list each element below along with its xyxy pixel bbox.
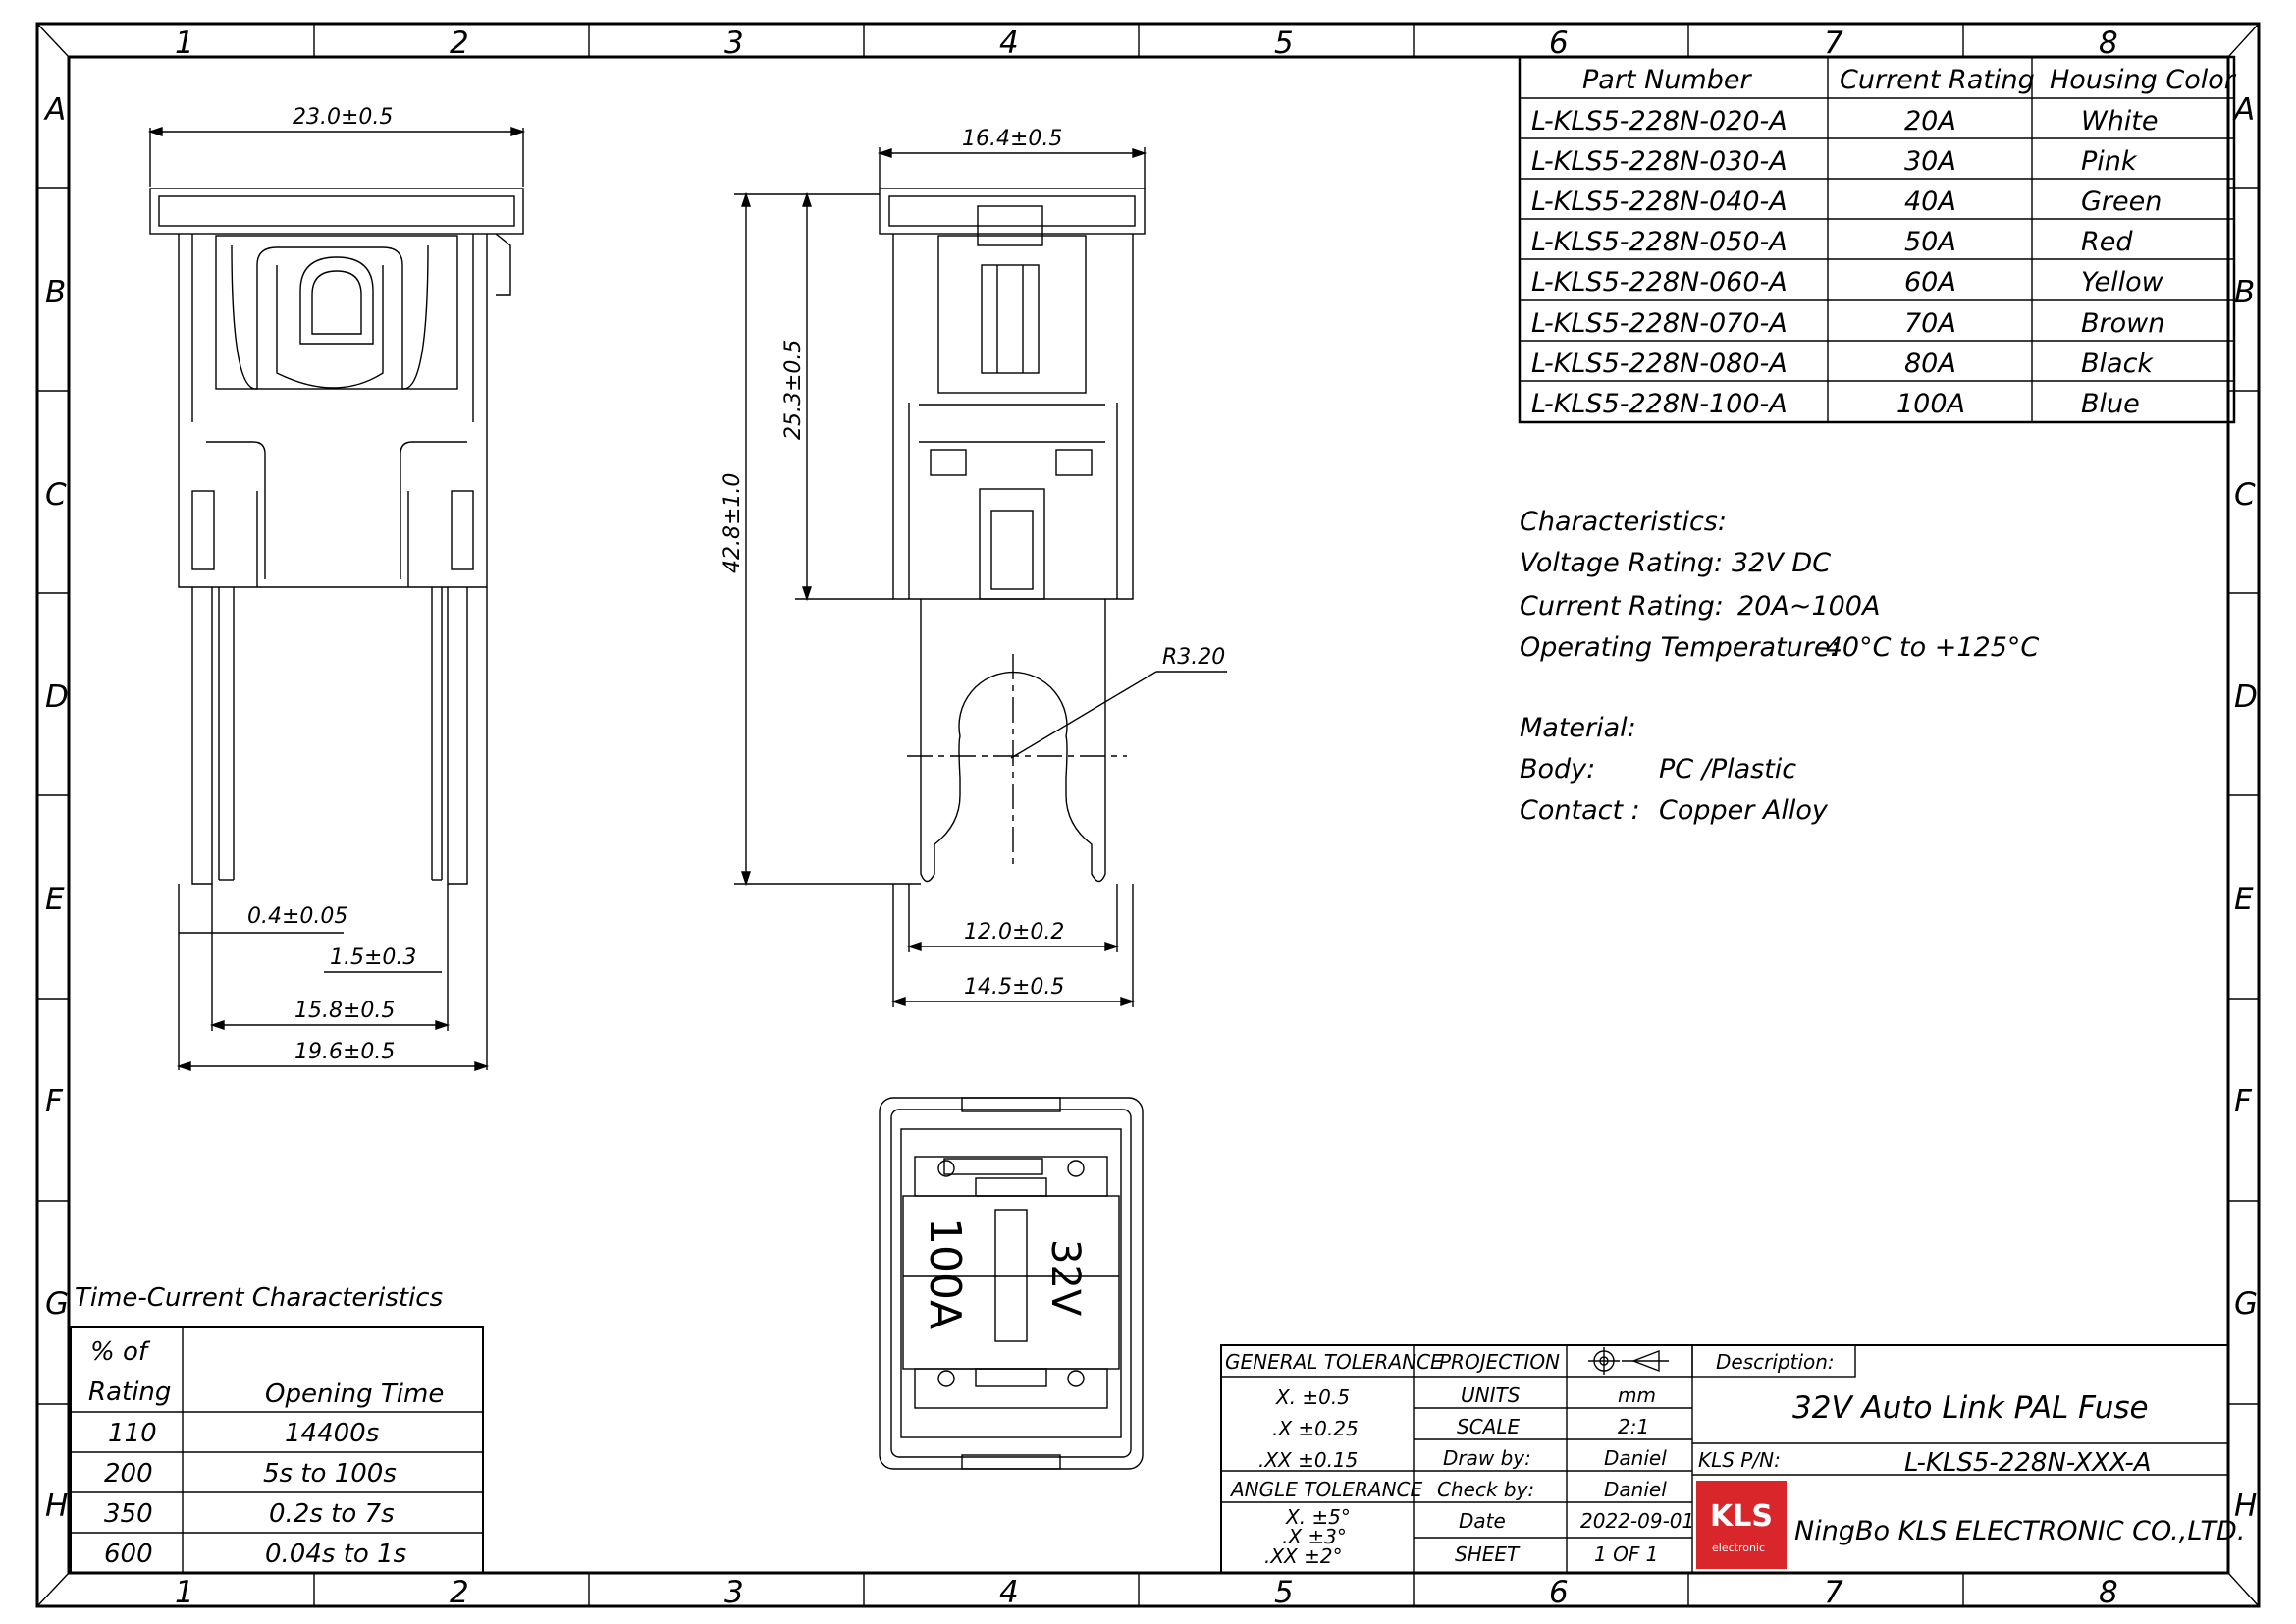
- time-current-title: Time-Current Characteristics: [75, 1283, 444, 1313]
- border-frame: [37, 24, 2259, 1610]
- dim-base-width: 14.5±0.5: [964, 975, 1065, 1000]
- characteristics-title: Characteristics:: [1520, 507, 1727, 537]
- units-label: UNITS: [1461, 1383, 1521, 1407]
- projection-symbol-icon: [1588, 1347, 1669, 1375]
- parts-row-8-color: Blue: [2081, 389, 2140, 419]
- parts-row-2-color: Pink: [2081, 146, 2137, 177]
- col-label-6: 6: [1549, 26, 1569, 61]
- col-label-5-bottom: 5: [1274, 1575, 1294, 1610]
- body-material-value: PC /Plastic: [1659, 754, 1797, 785]
- col-label-3: 3: [724, 26, 744, 61]
- row-label-c: C: [45, 477, 67, 513]
- col-label-7: 7: [1824, 26, 1843, 61]
- voltage-rating-label: Voltage Rating:: [1520, 548, 1724, 578]
- col-label-4-bottom: 4: [999, 1575, 1019, 1610]
- row-label-b: B: [45, 275, 67, 310]
- dim-lead-width: 1.5±0.3: [330, 946, 417, 970]
- title-block: [1221, 1345, 2245, 1573]
- parts-row-5-pn: L-KLS5-228N-060-A: [1531, 267, 1788, 298]
- characteristics-block: [1520, 507, 2039, 826]
- dim-outer-span: 19.6±0.5: [294, 1040, 396, 1064]
- row-label-e: E: [45, 882, 65, 917]
- dim-total-height: 42.8±1.0: [721, 472, 745, 573]
- time-current-header-time: Opening Time: [265, 1380, 445, 1409]
- time-current-row-3-time: 0.2s to 7s: [269, 1499, 395, 1529]
- parts-row-1-current: 20A: [1904, 106, 1956, 136]
- current-rating-value: 20A~100A: [1737, 591, 1881, 622]
- row-label-f-right: F: [2234, 1084, 2252, 1119]
- check-by-value: Daniel: [1604, 1478, 1667, 1501]
- col-label-5: 5: [1274, 26, 1294, 61]
- top-view-current-mark: 100A: [920, 1218, 970, 1330]
- parts-row-6-current: 70A: [1904, 308, 1956, 339]
- logo-subtext: electronic: [1712, 1542, 1766, 1554]
- col-label-3-bottom: 3: [724, 1575, 744, 1610]
- time-current-row-4-rating: 600: [104, 1540, 153, 1569]
- parts-row-6-pn: L-KLS5-228N-070-A: [1531, 308, 1788, 339]
- row-label-g: G: [45, 1286, 70, 1322]
- angle-x2: .XX ±2°: [1264, 1544, 1343, 1568]
- col-label-1: 1: [175, 26, 194, 61]
- parts-row-4-current: 50A: [1904, 227, 1956, 257]
- parts-row-3-color: Green: [2081, 187, 2163, 217]
- contact-material-label: Contact :: [1520, 795, 1640, 826]
- row-label-a: A: [45, 92, 67, 128]
- parts-row-7-pn: L-KLS5-228N-080-A: [1531, 349, 1788, 379]
- col-label-8-bottom: 8: [2099, 1575, 2118, 1610]
- scale-label: SCALE: [1457, 1415, 1521, 1438]
- description-label: Description:: [1716, 1350, 1835, 1374]
- parts-header-current: Current Rating: [1840, 65, 2035, 95]
- dim-body-height: 25.3±0.5: [781, 339, 806, 440]
- kls-logo: [1696, 1481, 1787, 1569]
- check-by-label: Check by:: [1437, 1478, 1535, 1501]
- col-label-6-bottom: 6: [1549, 1575, 1569, 1610]
- material-title: Material:: [1520, 713, 1636, 743]
- description-value: 32V Auto Link PAL Fuse: [1792, 1390, 2149, 1426]
- body-material-label: Body:: [1520, 754, 1596, 785]
- parts-row-4-color: Red: [2081, 227, 2133, 257]
- parts-row-2-current: 30A: [1904, 146, 1956, 177]
- time-current-row-3-rating: 350: [104, 1499, 153, 1529]
- parts-row-6-color: Brown: [2081, 308, 2165, 339]
- pn-value: L-KLS5-228N-XXX-A: [1904, 1448, 2152, 1478]
- row-label-e-right: E: [2234, 882, 2254, 917]
- row-label-d-right: D: [2234, 679, 2258, 715]
- row-label-h: H: [45, 1489, 69, 1524]
- time-current-block: [71, 1283, 483, 1573]
- company-name: NingBo KLS ELECTRONIC CO.,LTD.: [1794, 1516, 2246, 1546]
- row-label-h-right: H: [2234, 1489, 2258, 1524]
- angle-tolerance-label: ANGLE TOLERANCE: [1231, 1478, 1423, 1501]
- parts-row-2-pn: L-KLS5-228N-030-A: [1531, 146, 1788, 177]
- col-label-8: 8: [2099, 26, 2118, 61]
- tolerance-x1: .X ±0.25: [1272, 1417, 1359, 1440]
- dim-radius: R3.20: [1162, 645, 1226, 670]
- parts-row-5-current: 60A: [1904, 267, 1956, 298]
- projection-label: PROJECTION: [1439, 1350, 1561, 1374]
- sheet-value: 1 OF 1: [1594, 1543, 1659, 1566]
- dim-thickness: 0.4±0.05: [247, 904, 348, 929]
- parts-header-color: Housing Color: [2050, 65, 2235, 95]
- parts-header-part-number: Part Number: [1582, 65, 1751, 95]
- row-label-g-right: G: [2234, 1286, 2259, 1322]
- front-view-drawing: [150, 189, 523, 884]
- voltage-rating-value: 32V DC: [1732, 548, 1832, 578]
- draw-by-value: Daniel: [1604, 1446, 1667, 1470]
- parts-row-1-color: White: [2081, 106, 2159, 136]
- draw-by-label: Draw by:: [1443, 1446, 1531, 1470]
- date-value: 2022-09-01: [1580, 1509, 1695, 1533]
- top-view-drawing: [880, 1098, 1143, 1469]
- parts-row-8-pn: L-KLS5-228N-100-A: [1531, 389, 1788, 419]
- units-value: mm: [1618, 1383, 1656, 1407]
- logo-text: KLS: [1710, 1499, 1773, 1534]
- time-current-row-1-time: 14400s: [285, 1419, 380, 1448]
- time-current-header-rating-2: Rating: [88, 1378, 172, 1407]
- time-current-row-2-time: 5s to 100s: [263, 1459, 397, 1489]
- operating-temp-value: -40°C to +125°C: [1816, 632, 2040, 663]
- dim-front-width: 23.0±0.5: [293, 105, 394, 130]
- dim-terminal-width: 12.0±0.2: [964, 920, 1065, 945]
- parts-row-3-current: 40A: [1904, 187, 1956, 217]
- parts-row-4-pn: L-KLS5-228N-050-A: [1531, 227, 1788, 257]
- angle-x1: .X ±3°: [1282, 1525, 1347, 1548]
- current-rating-label: Current Rating:: [1520, 591, 1724, 622]
- operating-temp-label: Operating Temperature:: [1520, 632, 1840, 663]
- col-label-1-bottom: 1: [175, 1575, 194, 1610]
- time-current-header-rating-1: % of: [90, 1337, 148, 1367]
- col-label-7-bottom: 7: [1824, 1575, 1843, 1610]
- row-label-c-right: C: [2234, 477, 2256, 513]
- scale-value: 2:1: [1618, 1415, 1650, 1438]
- row-label-f: F: [45, 1084, 63, 1119]
- pn-label: KLS P/N:: [1698, 1448, 1781, 1472]
- tolerance-x2: .XX ±0.15: [1258, 1448, 1359, 1472]
- contact-material-value: Copper Alloy: [1659, 795, 1828, 826]
- general-tolerance-label: GENERAL TOLERANCE: [1225, 1350, 1443, 1374]
- parts-row-7-current: 80A: [1904, 349, 1956, 379]
- parts-table: [1520, 57, 2237, 422]
- angle-x: X. ±5°: [1286, 1505, 1351, 1529]
- col-label-4: 4: [999, 26, 1019, 61]
- parts-row-8-current: 100A: [1896, 389, 1966, 419]
- parts-row-7-color: Black: [2081, 349, 2154, 379]
- time-current-row-4-time: 0.04s to 1s: [265, 1540, 407, 1569]
- top-view-voltage-mark: 32V: [1042, 1239, 1088, 1317]
- parts-row-1-pn: L-KLS5-228N-020-A: [1531, 106, 1788, 136]
- row-label-a-right: A: [2234, 92, 2256, 128]
- side-view-dimensions: [721, 127, 1227, 1007]
- row-label-d: D: [45, 679, 69, 715]
- time-current-row-2-rating: 200: [104, 1459, 153, 1489]
- col-label-2-bottom: 2: [450, 1575, 469, 1610]
- date-label: Date: [1459, 1509, 1506, 1533]
- tolerance-x: X. ±0.5: [1276, 1385, 1350, 1409]
- dim-side-width: 16.4±0.5: [962, 127, 1063, 151]
- time-current-row-1-rating: 110: [108, 1419, 157, 1448]
- parts-row-5-color: Yellow: [2081, 267, 2163, 298]
- col-label-2: 2: [450, 26, 469, 61]
- side-view-drawing: [880, 189, 1145, 882]
- parts-row-3-pn: L-KLS5-228N-040-A: [1531, 187, 1788, 217]
- dim-inner-span: 15.8±0.5: [294, 999, 396, 1023]
- sheet-label: SHEET: [1455, 1543, 1520, 1566]
- row-label-b-right: B: [2234, 275, 2256, 310]
